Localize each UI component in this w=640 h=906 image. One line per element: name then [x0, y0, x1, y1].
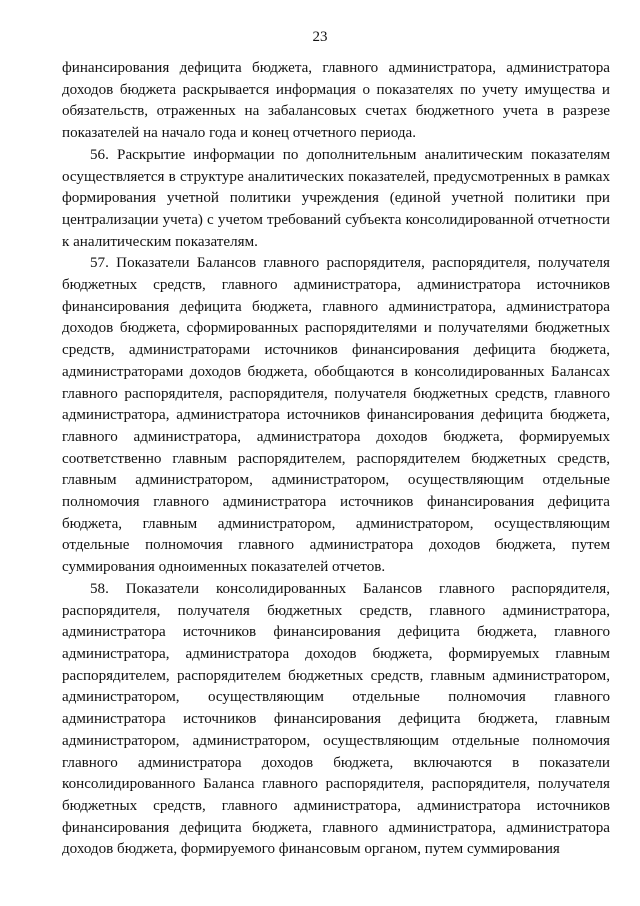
body-text — [62, 58, 610, 861]
page-number: 23 — [312, 29, 328, 45]
paragraph-58: 58. Показатели консолидированных Балансов главного распорядителя, распорядителя, получателя бюджетных средств, главного администратора, администратора источников финансирования дефицита бюджета, главного администратора, администратора доходов бюджета, формируемых главным распорядителем, распорядителем бюджетных средств, главным администратором, администратором, осуществляющим отдельные полномочия главного администратора источников финансирования дефицита бюджета, главным администратором, администратором, осуществляющим отдельные полномочия главного администратора доходов бюджета, включаются в показатели консолидированного Баланса главного распорядителя, распорядителя, получателя бюджетных средств, главного администратора, администратора источников финансирования дефицита бюджета, главного администратора, администратора доходов бюджета, формируемого финансовым органом, путем суммирования — [62, 580, 610, 858]
paragraph-56: 56. Раскрытие информации по дополнительным аналитическим показателям осуществляется в структуре аналитических показателей, предусмотренных в рамках формирования учетной политики учреждения (единой учетной политики при централизации учета) с учетом требований субъекта консолидированной отчетности к аналитическим показателям. — [62, 146, 610, 250]
paragraph-continuation: финансирования дефицита бюджета, главного администратора, администратора доходов бюджета раскрывается информация о показателях по учету имущества и обязательств, отраженных на забалансовых счетах бюджетного учета в разрезе показателей на начало года и конец отчетного периода. — [62, 60, 610, 142]
paragraph-57: 57. Показатели Балансов главного распорядителя, распорядителя, получателя бюджетных средств, главного администратора, администратора источников финансирования дефицита бюджета, главного администратора, администратора доходов бюджета, сформированных распорядителями и получателями бюджетных средств, администраторами источников финансирования дефицита бюджета, администраторами доходов бюджета, обобщаются в консолидированных Балансах главного распорядителя, распорядителя, получателя бюджетных средств, главного администратора, администратора источников финансирования дефицита бюджета, главного администратора, администратора доходов бюджета, формируемых соответственно главным распорядителем, распорядителем бюджетных средств, главным администратором, администратором, осуществляющим отдельные полномочия главного администратора источников финансирования дефицита бюджета, главным администратором, администратором, осуществляющим отдельные полномочия главного администратора доходов бюджета, путем суммирования одноименных показателей отчетов. — [62, 255, 610, 576]
